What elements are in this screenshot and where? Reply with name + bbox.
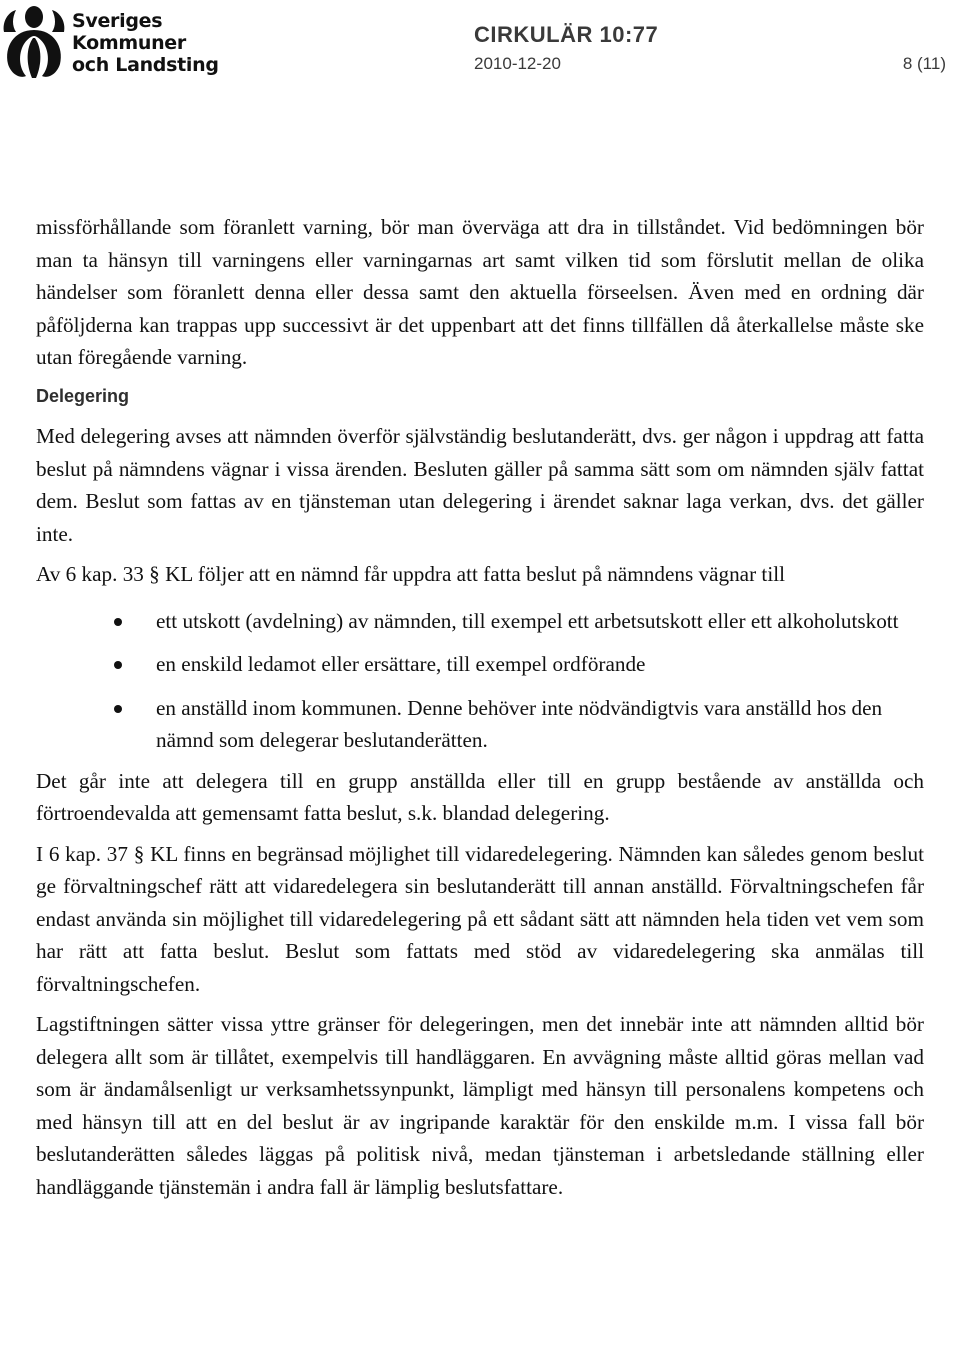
bullet-icon	[114, 661, 122, 669]
organization-logo	[2, 2, 219, 80]
list-item: en enskild ledamot eller ersättare, till exempel ordförande	[36, 648, 924, 681]
section-heading: Delegering	[36, 385, 130, 406]
logo-line-1: Sveriges	[72, 10, 163, 32]
logo-line-3: och Landsting	[72, 54, 219, 76]
delegation-recipients-list	[36, 605, 924, 757]
circular-title: CIRKULÄR 10:77	[474, 22, 659, 47]
logo-wordmark	[72, 10, 219, 76]
list-item: en anställd inom kommunen. Denne behöver inte nödvändigtvis vara anställd hos den nämnd som delegerar beslutanderätten.	[36, 692, 924, 757]
paragraph-delegation-definition: Med delegering avses att nämnden överför självständig beslutanderätt, dvs. ger någon i uppdrag att fatta beslut på nämndens vägnar i vissa ärenden. Besluten gäller på samma sätt som om nämnden själv fattat dem. Beslut som fattas av en tjänsteman utan delegering i ärendet saknar laga verkan, dvs. det gäller inte.	[36, 424, 924, 546]
page-header	[0, 0, 960, 90]
bullet-icon	[114, 618, 122, 626]
paragraph-legal-limits: Lagstiftningen sätter vissa yttre gränser för delegeringen, men det innebär inte att nämnden alltid bör delegera allt som är tillåtet, exempelvis till handläggaren. En avvägning måste alltid göras mellan vad som är ändamålsenligt ur verksamhetssynpunkt, lämpligt med hänsyn till personalens kompetens och med hänsyn till att en del beslut är av ingripande karaktär för den enskilde m.m. I vissa fall bör beslutanderätten således läggas på politisk nivå, medan tjänsteman i arbetsledande ställning eller handläggande tjänstemän i andra fall är lämplig beslutsfattare.	[36, 1012, 924, 1199]
logo-line-2: Kommuner	[72, 32, 186, 54]
paragraph-chapter-6-33: Av 6 kap. 33 § KL följer att en nämnd får uppdra att fatta beslut på nämndens vägnar till	[36, 562, 785, 586]
page-number: 8 (11)	[902, 54, 946, 73]
paragraph-mixed-delegation: Det går inte att delegera till en grupp anställda eller till en grupp bestående av anställda och förtroendevalda att gemensamt fatta beslut, s.k. blandad delegering.	[36, 768, 924, 825]
paragraph-subdelegation: I 6 kap. 37 § KL finns en begränsad möjlighet till vidaredelegering. Nämnden kan således genom beslut ge förvaltningschef rätt att vidaredelegera sin beslutanderätt till annan anställd. Förvaltningschefen får endast använda sin möjlighet till vidaredelegering på ett sådant sätt att nämnden hela tiden vet vem som har rätt att fatta beslut. Beslut som fattats med stöd av vidaredelegering ska anmälas till förvaltningschefen.	[36, 841, 924, 996]
document-body	[36, 211, 924, 1203]
logo-emblem-icon	[2, 2, 72, 80]
bullet-icon	[114, 705, 122, 713]
circular-date: 2010-12-20	[474, 54, 561, 73]
list-item: ett utskott (avdelning) av nämnden, till exempel ett arbetsutskott eller ett alkoholutskott	[36, 605, 924, 638]
intro-paragraph: missförhållande som föranlett varning, bör man överväga att dra in tillståndet. Vid bedömningen bör man ta hänsyn till varningens eller varningarnas art samt vilken tid som förslutit mellan de olika händelser som föranlett denna eller dessa samt den aktuella förseelsen. Även med en ordning där påföljderna kan trappas upp successivt är det uppenbart att det finns tillfällen då återkallelse måste ske utan föregående varning.	[36, 215, 924, 369]
